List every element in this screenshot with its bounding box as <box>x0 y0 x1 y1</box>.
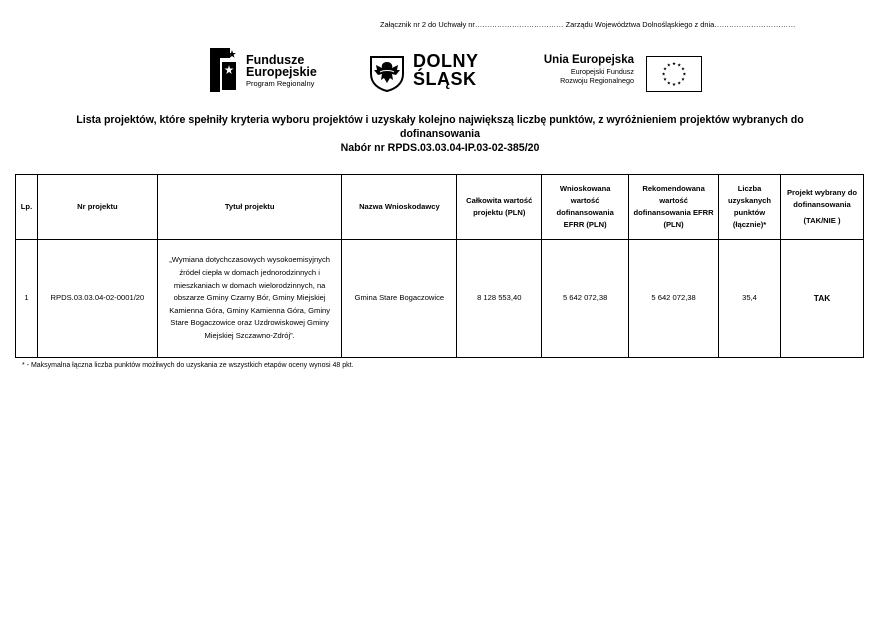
eagle-crest-icon <box>368 54 406 92</box>
cell-nr-projektu: RPDS.03.03.04-02-0001/20 <box>37 240 157 358</box>
cell-tytul-projektu: „Wymiana dotychczasowych wysokoemisyjnych źródeł ciepła w domach jednorodzinnych i mieszkaniach w domach wielorodzinnych, na obszarze Gminy Czarny Bór, Gminy Miejskiej Kamienna Góra, Gminy Kamienna Góra, Gminy Stare Bogaczowice oraz Uzdrowiskowej Gminy Miejskiej Szczawno-Zdrój”. <box>157 240 342 358</box>
ds-line1: DOLNY <box>413 51 479 71</box>
col-wnioskodawca: Nazwa Wnioskodawcy <box>342 175 457 240</box>
title-line3: Nabór nr RPDS.03.03.04-IP.03-02-385/20 <box>340 142 540 154</box>
eu-star-icon <box>672 83 675 86</box>
cell-calkowita-wartosc: 8 128 553,40 <box>457 240 542 358</box>
cell-liczba-punktow: 35,4 <box>719 240 781 358</box>
eu-star-icon <box>677 63 680 66</box>
fe-stars-icon <box>210 48 238 92</box>
cell-projekt-wybrany: TAK <box>781 240 864 358</box>
eu-star-icon <box>662 72 665 75</box>
fe-line3: Program Regionalny <box>246 79 315 88</box>
eu-star-icon <box>663 67 666 70</box>
eu-star-icon <box>681 77 684 80</box>
logo-dolny-slask <box>368 52 498 96</box>
annex-reference: Załącznik nr 2 do Uchwały nr……………………………… Zarządu Województwa Dolnośląskiego z dnia…………………………… <box>380 20 796 29</box>
ds-line2: ŚLĄSK <box>413 69 477 89</box>
eu-star-icon <box>677 81 680 84</box>
eu-star-icon <box>667 81 670 84</box>
title-line2: dofinansowania <box>399 128 481 140</box>
ue-line1: Unia Europejska <box>543 54 634 66</box>
eu-star-icon <box>683 72 686 75</box>
eu-flag-icon <box>646 56 702 92</box>
fe-line2: Europejskie <box>246 65 317 79</box>
col-projekt-wybrany <box>781 175 864 240</box>
col-wnioskowana-wartosc: Wnioskowana wartość dofinansowania EFRR (PLN) <box>542 175 629 240</box>
col-tytul-projektu: Tytuł projektu <box>157 175 342 240</box>
col-calkowita-wartosc: Całkowita wartość projektu (PLN) <box>457 175 542 240</box>
ue-line2: Europejski Fundusz <box>570 67 634 76</box>
eu-star-icon <box>672 62 675 65</box>
logo-fundusze-europejskie <box>210 48 340 94</box>
table-row <box>16 240 864 358</box>
ue-line3: Rozwoju Regionalnego <box>560 76 634 85</box>
projects-table <box>15 174 864 358</box>
col-projekt-wybrany-label: Projekt wybrany do dofinansowania <box>786 188 858 209</box>
cell-wnioskodawca: Gmina Stare Bogaczowice <box>342 240 457 358</box>
col-rekomendowana-wartosc: Rekomendowana wartość dofinansowania EFRR (PLN) <box>629 175 719 240</box>
cell-wnioskowana-wartosc: 5 642 072,38 <box>542 240 629 358</box>
eu-star-icon <box>681 67 684 70</box>
title-line1: Lista projektów, które spełniły kryteria wyboru projektów i uzyskały kolejno największą liczbę punktów, z wyróżnieniem projektów wybranych do <box>76 114 804 126</box>
fe-line1: Fundusze <box>246 53 305 67</box>
col-lp: Lp. <box>16 175 38 240</box>
col-nr-projektu: Nr projektu <box>37 175 157 240</box>
cell-lp: 1 <box>16 240 38 358</box>
eu-star-icon <box>663 77 666 80</box>
footnote: * - Maksymalna łączna liczba punktów możliwych do uzyskania ze wszystkich etapów oceny wynosi 48 pkt. <box>22 362 354 369</box>
col-liczba-punktow: Liczba uzyskanych punktów (łącznie)* <box>719 175 781 240</box>
table-header-row <box>16 175 864 240</box>
cell-rekomendowana-wartosc: 5 642 072,38 <box>629 240 719 358</box>
page-title <box>40 113 840 155</box>
eu-star-icon <box>667 63 670 66</box>
logo-unia-europejska <box>540 54 710 94</box>
col-projekt-wybrany-sub: (TAK/NIE ) <box>803 216 841 225</box>
